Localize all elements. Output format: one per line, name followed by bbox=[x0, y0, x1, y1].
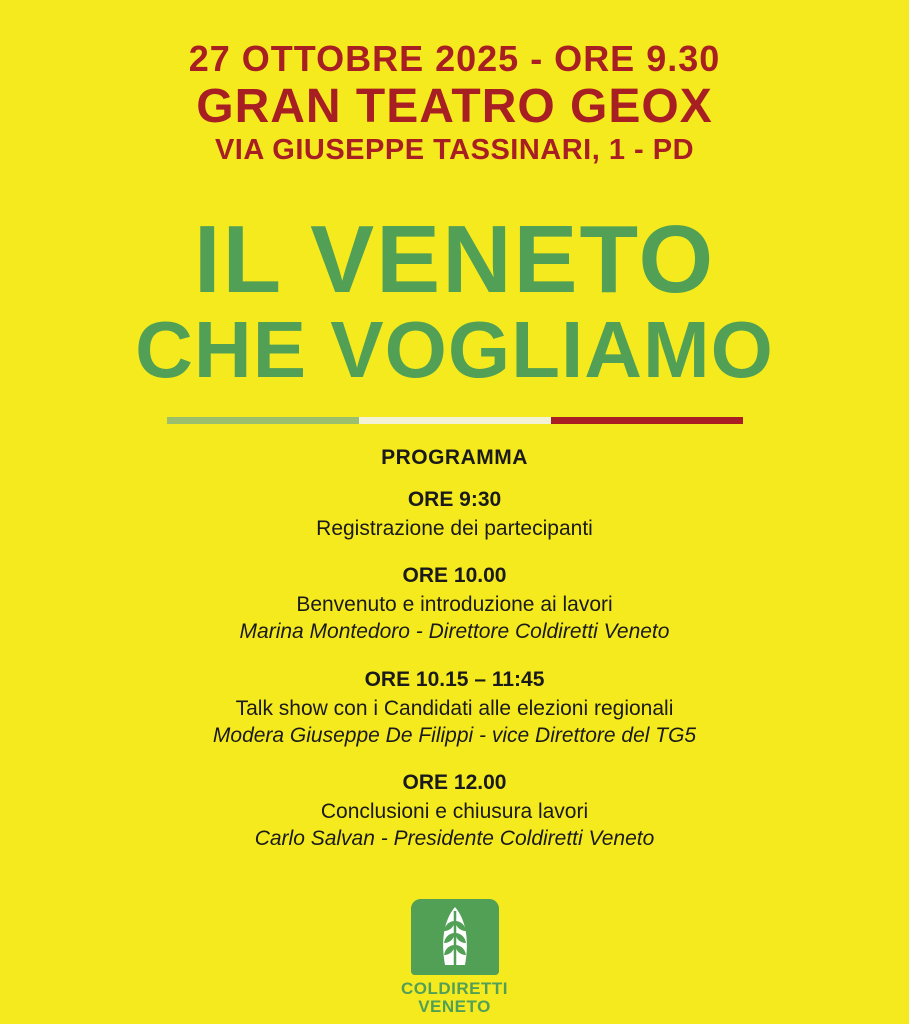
schedule-slot bbox=[60, 668, 849, 750]
slot-description: Registrazione dei partecipanti bbox=[316, 516, 593, 540]
divider-segment-left bbox=[167, 417, 359, 424]
logo-name-line2: VENETO bbox=[418, 997, 491, 1017]
slot-speaker: Carlo Salvan - Presidente Coldiretti Veneto bbox=[254, 827, 655, 851]
slot-description: Conclusioni e chiusura lavori bbox=[320, 800, 589, 824]
coldiretti-logo bbox=[399, 899, 511, 1016]
wheat-ear-icon bbox=[411, 899, 499, 975]
programma-schedule bbox=[60, 488, 849, 853]
schedule-slot bbox=[60, 564, 849, 646]
logo-name-line1: COLDIRETTI bbox=[401, 979, 508, 999]
schedule-slot bbox=[60, 771, 849, 853]
tricolor-divider bbox=[167, 417, 743, 424]
slot-time: ORE 10.00 bbox=[402, 564, 507, 588]
divider-segment-center bbox=[359, 417, 551, 424]
slot-time: ORE 12.00 bbox=[402, 771, 507, 795]
divider-segment-right bbox=[551, 417, 743, 424]
programma-heading: PROGRAMMA bbox=[381, 445, 528, 469]
event-title bbox=[60, 206, 849, 395]
event-title-line2: CHE VOGLIAMO bbox=[135, 305, 774, 395]
slot-description: Talk show con i Candidati alle elezioni regionali bbox=[235, 696, 674, 720]
slot-speaker: Modera Giuseppe De Filippi - vice Direttore del TG5 bbox=[212, 723, 697, 747]
schedule-slot bbox=[60, 488, 849, 542]
slot-time: ORE 10.15 – 11:45 bbox=[364, 667, 545, 691]
event-title-line1: IL VENETO bbox=[193, 206, 716, 314]
slot-time: ORE 9:30 bbox=[407, 487, 502, 511]
event-address: VIA GIUSEPPE TASSINARI, 1 - PD bbox=[214, 133, 695, 166]
slot-speaker: Marina Montedoro - Direttore Coldiretti Veneto bbox=[239, 620, 670, 644]
event-venue: GRAN TEATRO GEOX bbox=[196, 79, 713, 133]
event-header bbox=[60, 40, 849, 166]
slot-description: Benvenuto e introduzione ai lavori bbox=[296, 593, 613, 617]
event-date-time: 27 OTTOBRE 2025 - ORE 9.30 bbox=[188, 38, 721, 79]
